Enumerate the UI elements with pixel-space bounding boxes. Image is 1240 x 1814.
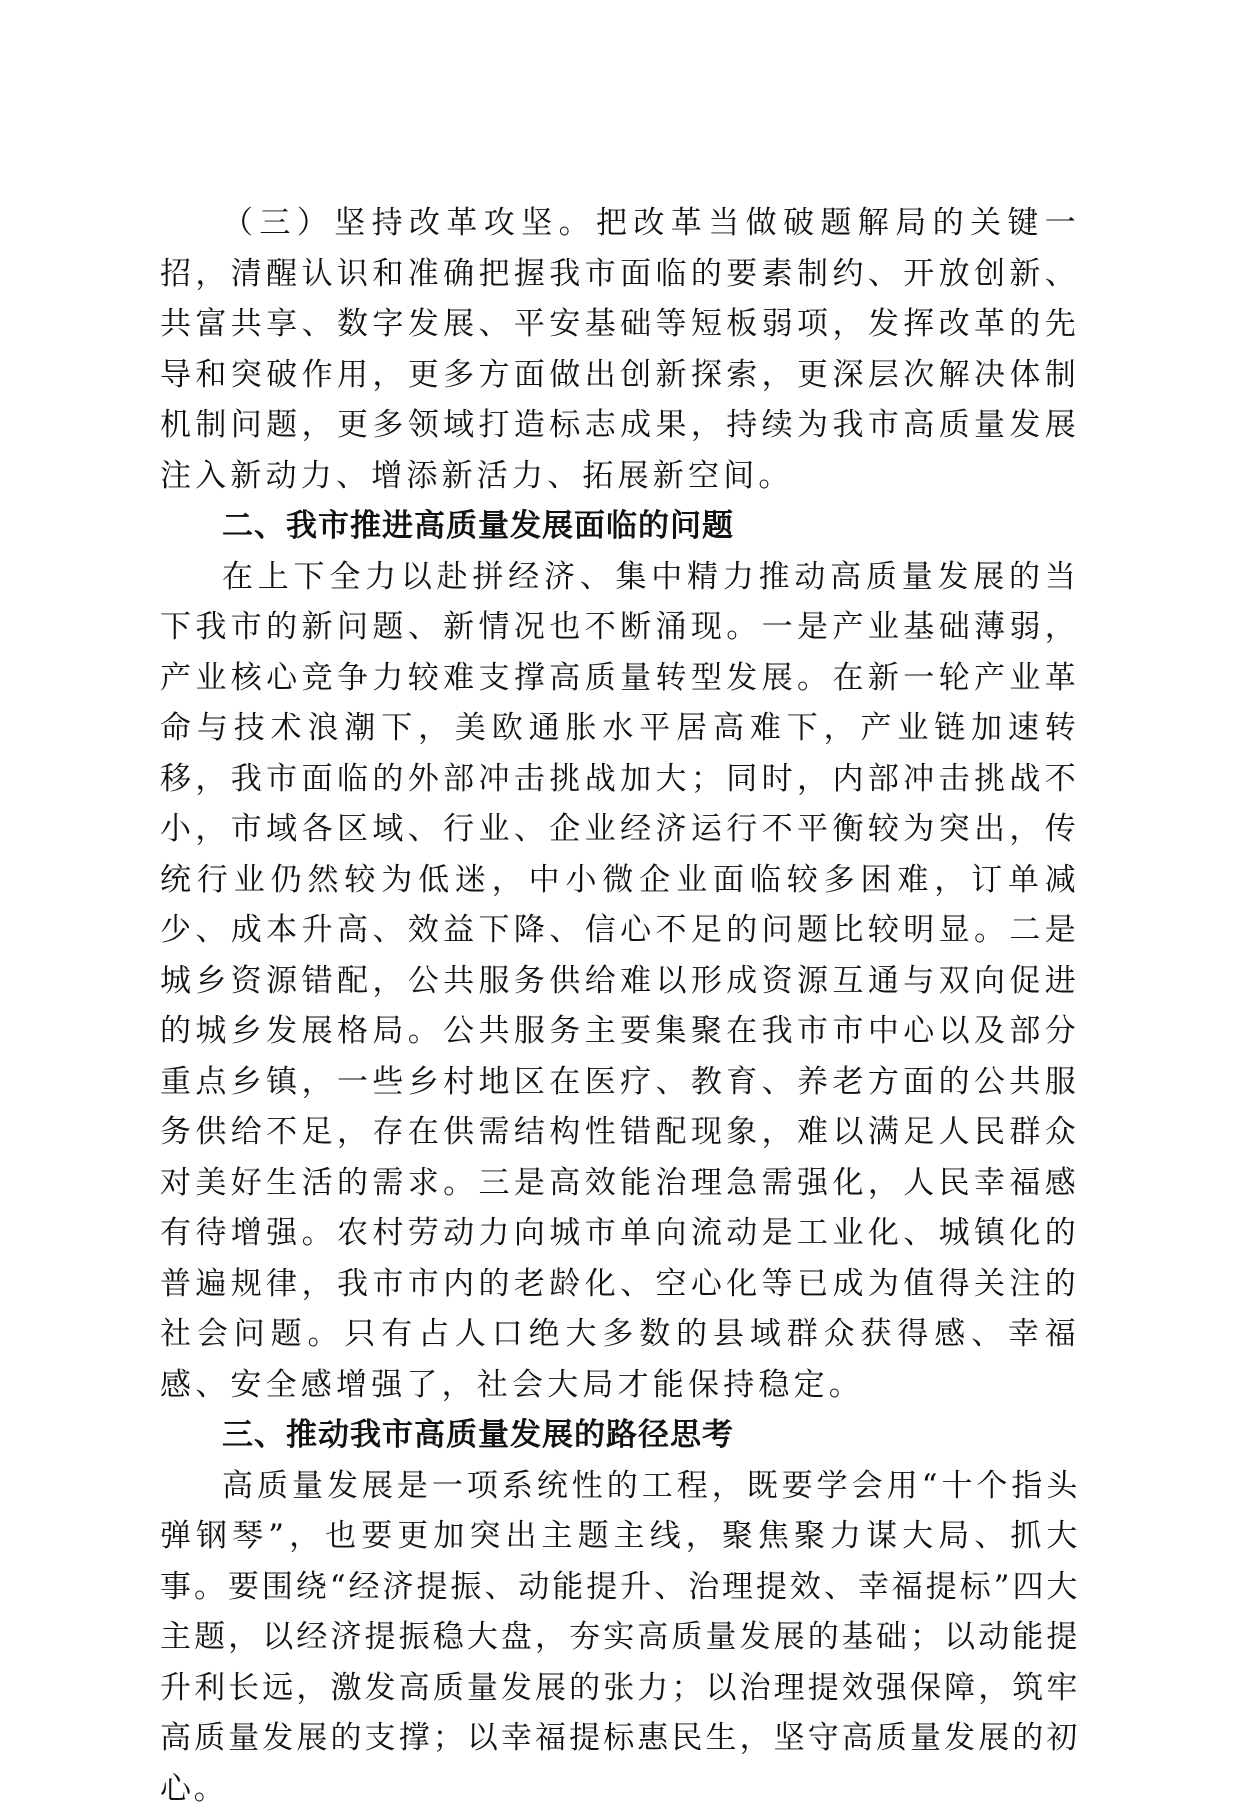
heading-2: 二、我市推进高质量发展面临的问题 xyxy=(160,501,1080,552)
heading-3-paragraph: 高质量发展是一项系统性的工程，既要学会用“十个指头弹钢琴”，也要更加突出主题主线，聚焦聚力谋大局、抓大事。要围绕“经济提振、动能提升、治理提效、幸福提标”四大主题，以经济提振稳大盘，夯实高质量发展的基础；以动能提升利长远，激发高质量发展的张力；以治理提效强保障，筑牢高质量发展的支撑；以幸福提标惠民生，坚守高质量发展的初心。 xyxy=(160,1461,1080,1814)
heading-2-paragraph: 在上下全力以赴拼经济、集中精力推动高质量发展的当下我市的新问题、新情况也不断涌现。一是产业基础薄弱，产业核心竞争力较难支撑高质量转型发展。在新一轮产业革命与技术浪潮下，美欧通胀水平居高难下，产业链加速转移，我市面临的外部冲击挑战加大；同时，内部冲击挑战不小，市域各区域、行业、企业经济运行不平衡较为突出，传统行业仍然较为低迷，中小微企业面临较多困难，订单减少、成本升高、效益下降、信心不足的问题比较明显。二是城乡资源错配，公共服务供给难以形成资源互通与双向促进的城乡发展格局。公共服务主要集聚在我市市中心以及部分重点乡镇，一些乡村地区在医疗、教育、养老方面的公共服务供给不足，存在供需结构性错配现象，难以满足人民群众对美好生活的需求。三是高效能治理急需强化，人民幸福感有待增强。农村劳动力向城市单向流动是工业化、城镇化的普遍规律，我市市内的老龄化、空心化等已成为值得关注的社会问题。只有占人口绝大多数的县域群众获得感、幸福感、安全感增强了，社会大局才能保持稳定。 xyxy=(160,552,1080,1411)
heading-3: 三、推动我市高质量发展的路径思考 xyxy=(160,1410,1080,1461)
section-3-paragraph: （三）坚持改革攻坚。把改革当做破题解局的关键一招，清醒认识和准确把握我市面临的要素制约、开放创新、共富共享、数字发展、平安基础等短板弱项，发挥改革的先导和突破作用，更多方面做出创新探索，更深层次解决体制机制问题，更多领域打造标志成果，持续为我市高质量发展注入新动力、增添新活力、拓展新空间。 xyxy=(160,198,1080,501)
document-page xyxy=(160,198,1080,1814)
